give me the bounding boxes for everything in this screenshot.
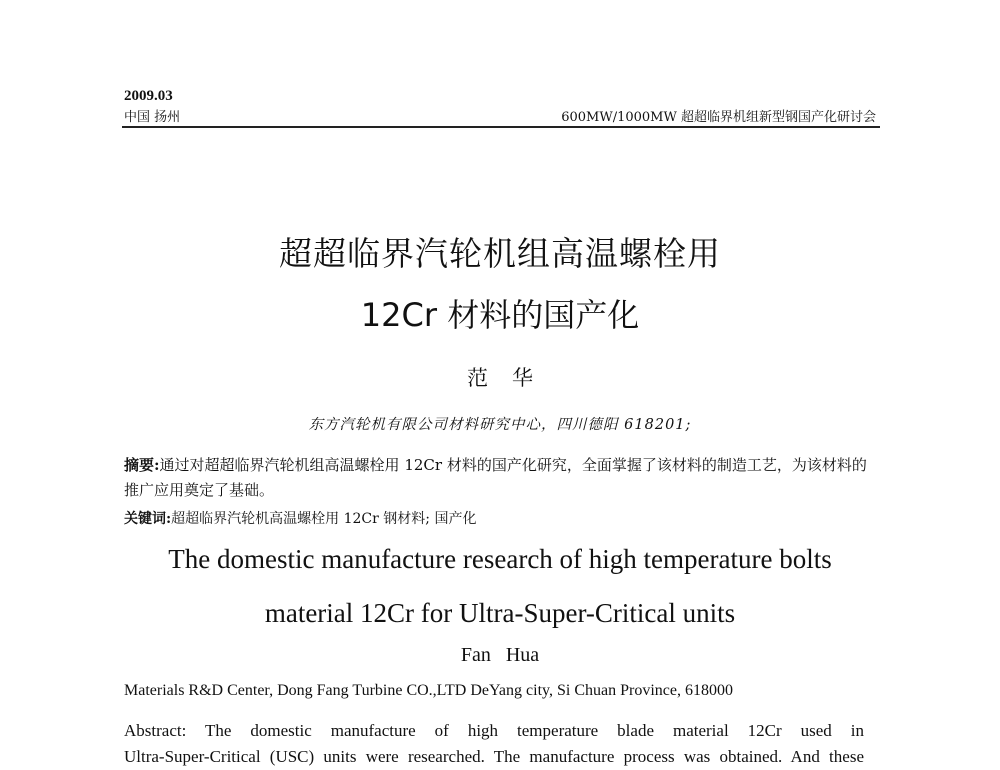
header-date: 2009.03 [124,88,173,104]
author-en: Fan Hua [460,644,540,666]
header-place: 中国 扬州 [124,110,181,125]
keywords-cn-text: 超超临界汽轮机高温螺栓用 12Cr 钢材料; 国产化 [171,511,477,527]
abstract-cn-label: 摘要: [124,456,160,474]
header-conference: 600MW/1000MW 超超临界机组新型钢国产化研讨会 [561,110,876,125]
keywords-cn-label: 关键词: [124,511,172,527]
author-cn: 范华 [467,366,557,390]
title-cn-line2: 12Cr 材料的国产化 [360,296,640,334]
title-cn-line1: 超超临界汽轮机组高温螺栓用 [279,234,721,273]
title-en-line2: material 12Cr for Ultra-Super-Critical units [264,598,736,628]
abstract-en-line2: Ultra-Super-Critical (USC) units were researched. The manufacture process was obtained. And these [124,747,864,766]
header-rule [122,126,880,128]
abstract-cn-text: 通过对超超临界汽轮机组高温螺栓用 12Cr 材料的国产化研究，全面掌握了该材料的制造工艺，为该材料的推广应用奠定了基础。 [124,456,867,499]
keywords-cn [124,508,876,530]
abstract-en-line1: Abstract: The domestic manufacture of high temperature blade material 12Cr used in [124,721,864,740]
affiliation-en: Materials R&D Center, Dong Fang Turbine CO.,LTD DeYang city, Si Chuan Province, 618000 [124,682,733,699]
title-en-line1: The domestic manufacture research of high temperature bolts [168,544,832,574]
abstract-cn [124,453,876,503]
affiliation-cn: 东方汽轮机有限公司材料研究中心，四川德阳 618201; [308,417,692,433]
